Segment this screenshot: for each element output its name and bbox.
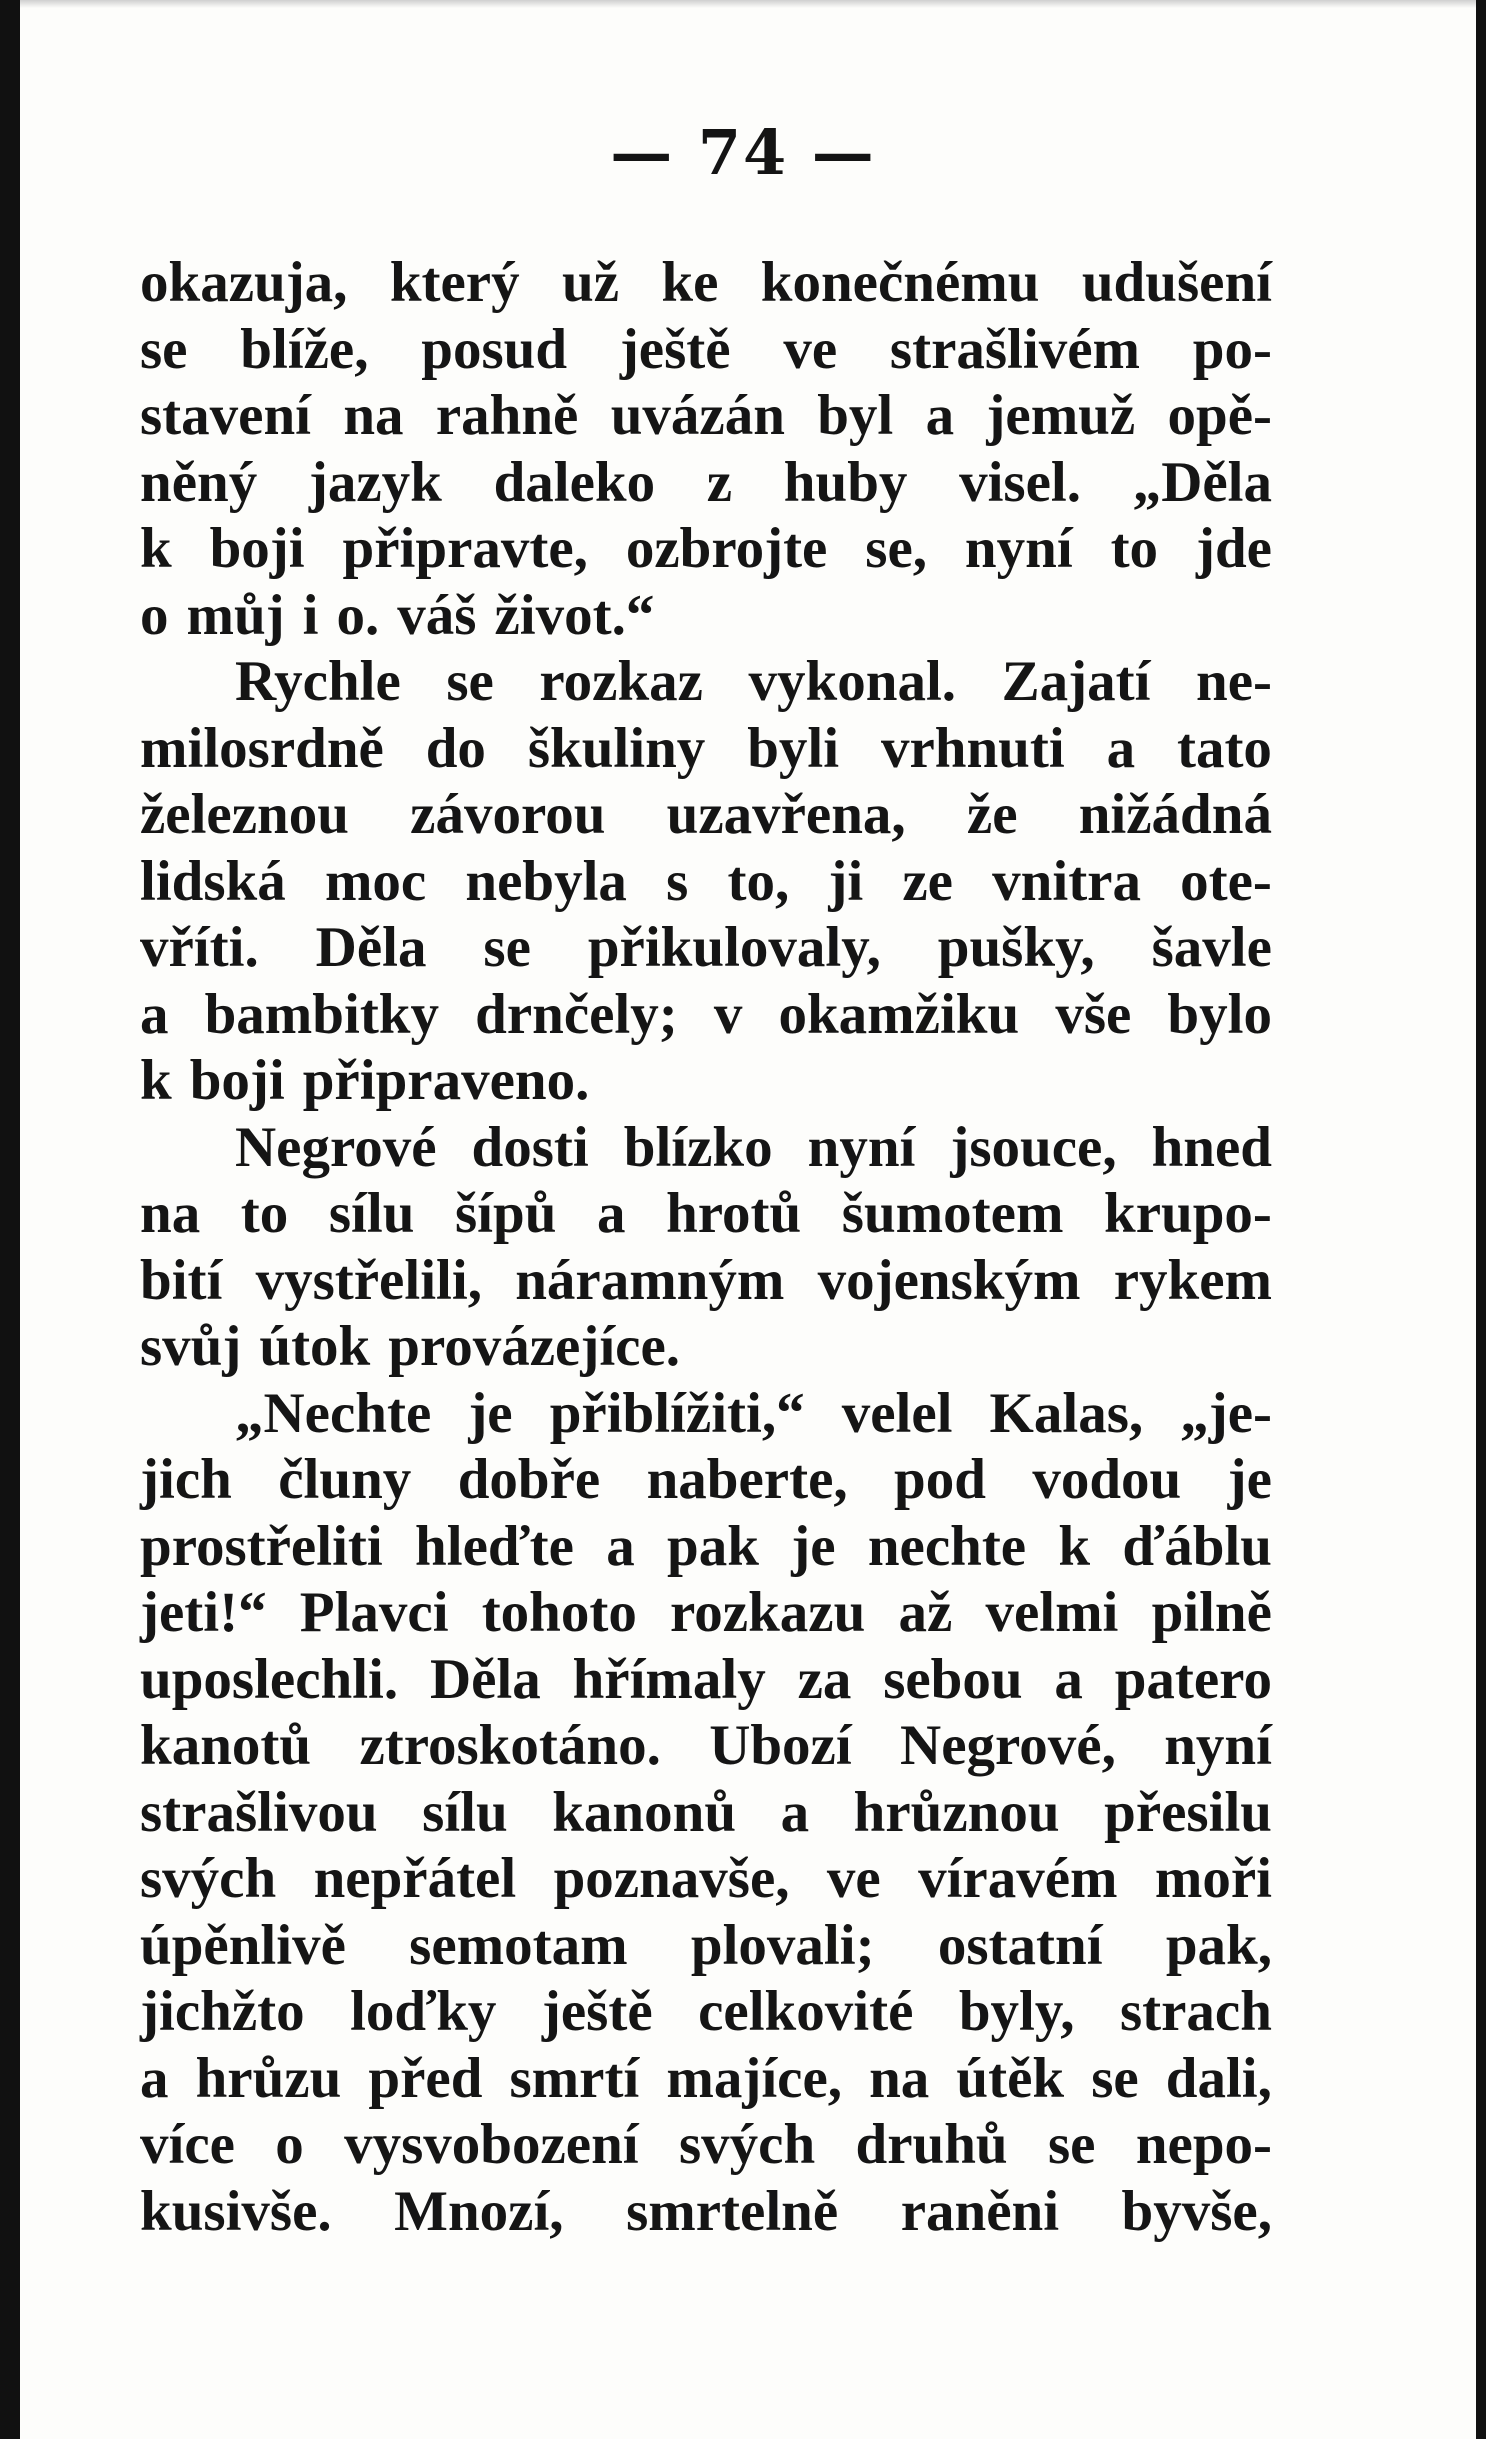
text-line: úpěnlivě semotam plovali; ostatní pak, — [140, 1913, 1272, 1977]
text-line: milosrdně do škuliny byli vrhnuti a tato — [140, 716, 1272, 780]
scan-border-top — [20, 0, 1476, 8]
text-line: Negrové dosti blízko nyní jsouce, hned — [235, 1115, 1272, 1179]
text-line: okazuja, který už ke konečnému udušení — [140, 251, 1272, 314]
text-line: Rychle se rozkaz vykonal. Zajatí ne- — [235, 650, 1272, 713]
text-line: „Nechte je přiblížiti,“ velel Kalas, „je- — [235, 1381, 1272, 1445]
text-line: stavení na rahně uvázán byl a jemuž opě- — [140, 384, 1272, 447]
text-line: vříti. Děla se přikulovaly, pušky, šavle — [140, 916, 1272, 979]
text-line: strašlivou sílu kanonů a hrůznou přesilu — [140, 1780, 1272, 1844]
text-line: a hrůzu před smrtí majíce, na útěk se dali, — [140, 2046, 1272, 2110]
text-line: bití vystřelili, náramným vojenským rykem — [140, 1248, 1272, 1312]
text-line: jich čluny dobře naberte, pod vodou je — [140, 1448, 1272, 1511]
text-line: jeti!“ Plavci tohoto rozkazu až velmi pilně — [140, 1581, 1272, 1644]
text-line: svých nepřátel poznavše, ve víravém moři — [140, 1847, 1272, 1910]
text-line: se blíže, posud ještě ve strašlivém po- — [140, 317, 1272, 381]
scan-border-left — [0, 0, 20, 2439]
text-line: a bambitky drnčely; v okamžiku vše bylo — [140, 982, 1272, 1046]
text-line: kusivše. Mnozí, smrtelně raněni byvše, — [140, 2179, 1272, 2243]
text-line: jichžto loďky ještě celkovité byly, strach — [140, 1980, 1272, 2043]
text-line: o můj i o. váš život.“ — [140, 583, 655, 647]
text-line: uposlechli. Děla hřímaly za sebou a patero — [140, 1647, 1272, 1711]
text-line: lidská moc nebyla s to, ji ze vnitra ote- — [140, 849, 1272, 913]
text-line: svůj útok provázejíce. — [140, 1315, 681, 1378]
text-line: železnou závorou uzavřena, že nižádná — [140, 783, 1272, 846]
page-number: — 74 — — [610, 116, 876, 189]
scan-border-right — [1476, 0, 1486, 2439]
text-line: prostřeliti hleďte a pak je nechte k ďáblu — [140, 1514, 1272, 1578]
text-line: více o vysvobození svých druhů se nepo- — [140, 2113, 1272, 2176]
text-line: něný jazyk daleko z huby visel. „Děla — [140, 450, 1272, 514]
body-text — [140, 250, 1272, 2245]
text-line: k boji připraveno. — [140, 1049, 590, 1112]
text-line: na to sílu šípů a hrotů šumotem krupo- — [140, 1182, 1272, 1245]
text-line: kanotů ztroskotáno. Ubozí Negrové, nyní — [140, 1714, 1272, 1777]
text-line: k boji připravte, ozbrojte se, nyní to jde — [140, 517, 1272, 580]
